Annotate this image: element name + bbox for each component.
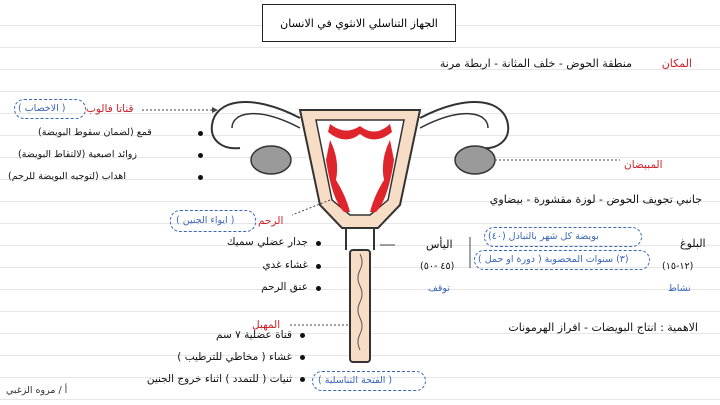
bullet (316, 264, 321, 269)
bullet (300, 377, 305, 382)
puberty-note-outline (484, 227, 642, 247)
uterus-tag-outline (170, 210, 256, 232)
cervix (346, 228, 374, 250)
puberty-note-1: بويضة كل شهر بالتبادل (٤٠) (488, 231, 599, 242)
bullet (300, 333, 305, 338)
bullet (300, 355, 305, 360)
uterus-item-1: جدار عضلي سميك (226, 236, 308, 248)
fallopian-item-3: اهداب (لتوجيه البويضة للرحم) (8, 171, 126, 182)
bullet (316, 241, 321, 246)
puberty-state: نشاط (668, 283, 691, 294)
right-ovary (455, 146, 495, 174)
location-label: المكان (661, 57, 692, 70)
location-text: منطقة الحوض - خلف المثانة - اربطة مرنة (439, 57, 632, 70)
page-title: الجهاز التناسلي الانثوي في الانسان (280, 16, 438, 30)
vagina-label: المهبل (252, 319, 281, 331)
fallopian-label: قناتا فالوب (86, 103, 134, 115)
bullet (198, 131, 203, 136)
menopause-range: (٤٥ -٥٠) (420, 261, 455, 272)
importance-text: الاهمية : انتاج البويضات - افراز الهرمونات (508, 321, 698, 334)
uterus-tag: ( ايواء الجنين ) (176, 215, 235, 226)
fallopian-item-2: زوائد اصبعية (لالتقاط البويضة) (18, 149, 137, 160)
puberty-note-2: (٣) سنوات المحصوبة ( دورة او حمل ) (478, 254, 629, 265)
vagina-item-3: ثنيات ( للتمدد ) اثناء خروج الجنين (146, 373, 292, 385)
vagina (350, 250, 370, 362)
bullet (198, 175, 203, 180)
right-fallopian-tube (420, 102, 508, 148)
menopause-state: توقف (428, 283, 450, 294)
left-fallopian-tube (212, 102, 300, 148)
left-ovary (251, 146, 291, 174)
menopause-label: اليأس (426, 238, 453, 251)
fallopian-tag: ( الاخصاب ) (18, 103, 66, 114)
fallopian-item-1: قمع (لضمان سقوط البويضة) (38, 127, 152, 138)
bullet (198, 153, 203, 158)
bullet (316, 286, 321, 291)
left-fallopian-tube-inner (232, 114, 300, 128)
vagina-item-2: غشاء ( مخاطي للترطيب ) (177, 351, 292, 363)
right-fallopian-tube-inner (420, 114, 488, 128)
author-credit: أ / مروه الزغبي (6, 385, 68, 396)
opening-outline (312, 371, 426, 391)
uterus-label: الرحم (258, 215, 284, 227)
puberty-label: البلوغ (680, 237, 706, 250)
ovaries-text: جانبي تجويف الحوض - لوزة مقشورة - بيضاوي (489, 193, 702, 206)
uterus-item-3: عنق الرحم (261, 281, 308, 293)
ovaries-label: المبيضان (624, 159, 663, 171)
opening-label: ( الفتحة التناسلية ) (318, 375, 393, 386)
puberty-range: (١٢-١٥) (662, 261, 694, 272)
uterus-item-2: غشاء غدي (262, 259, 308, 271)
puberty-note-2-outline (474, 250, 650, 270)
vagina-item-1: قناة عضلية ٧ سم (216, 329, 292, 341)
fallopian-tag-outline (14, 99, 86, 119)
